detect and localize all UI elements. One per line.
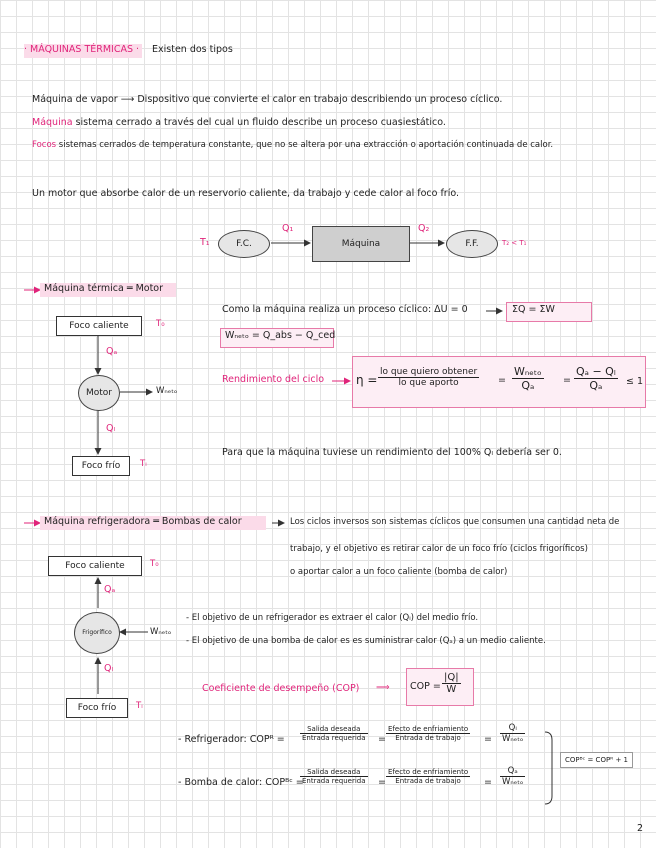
- definition-2: Máquina sistema cerrado a través del cual un fluido describe un proceso cuasiestático.: [32, 117, 446, 128]
- rend-fraction-2: Wₙₑₜₒ Qₐ: [514, 365, 542, 392]
- bc-fraction-1: Salida deseada Entrada requerida: [302, 768, 366, 785]
- cycle-text: Como la máquina realiza un proceso cíclico: ΔU = 0: [222, 304, 468, 315]
- rend-le1: ≤ 1: [626, 376, 644, 387]
- motor-heading: Máquina térmica ═ Motor: [44, 283, 164, 294]
- ref-eq-1: =: [378, 734, 386, 745]
- fridge-heading: Máquina refrigeradora ═ Bombas de calor: [44, 516, 242, 527]
- relation-bracket: [545, 732, 552, 804]
- page-title: · MÁQUINAS TÉRMICAS ·: [24, 44, 140, 55]
- rend-fraction-1: lo que quiero obtener lo que aporto: [380, 367, 478, 388]
- motor-circle: Motor: [78, 375, 120, 411]
- intro-text: Un motor que absorbe calor de un reservorio caliente, da trabajo y cede calor al foco frío.: [32, 188, 460, 199]
- bc-fraction-2: Efecto de enfriamiento Entrada de trabajo: [388, 768, 469, 785]
- motor-ql: Qₗ: [106, 423, 116, 434]
- bc-fraction-3: Qₐ Wₙₑₜₒ: [502, 766, 524, 787]
- cop-eq: COP =: [410, 681, 441, 692]
- motor-th: T₀: [156, 319, 165, 329]
- diagram1-q2: Q₂: [418, 223, 430, 234]
- fridge-desc-2: trabajo, y el objetivo es retirar calor de un foco frío (ciclos frigoríficos): [290, 544, 588, 554]
- fridge-qa: Qₐ: [104, 584, 116, 595]
- definition-1: Máquina de vapor ⟶ Dispositivo que convierte el calor en trabajo describiendo un proceso cíclico.: [32, 94, 503, 105]
- fridge-circle: Frigorífico: [74, 612, 120, 654]
- motor-wnet: Wₙₑₜₒ: [156, 386, 178, 396]
- cop-label: Coeficiente de desempeño (COP): [202, 683, 360, 694]
- bc-eq-2: =: [484, 777, 492, 788]
- bomba-label: - Bomba de calor: COPᴮᶜ =: [178, 777, 304, 788]
- definition-3: Focos sistemas cerrados de temperatura constante, que no se altera por una extracción o aportación continuada de calor.: [32, 140, 554, 150]
- motor-qa: Qₐ: [106, 346, 118, 357]
- page-subtitle: Existen dos tipos: [152, 44, 233, 55]
- refrigerador-label: - Refrigerador: COPᴿ =: [178, 734, 285, 745]
- fridge-desc-3: o aportar calor a un foco caliente (bomba de calor): [290, 567, 508, 577]
- fridge-ql: Qₗ: [104, 663, 114, 674]
- eq1: ΣQ = ΣW: [512, 304, 555, 315]
- fridge-objective-2: - El objetivo de una bomba de calor es es suministrar calor (Qₐ) a un medio caliente.: [186, 636, 546, 646]
- fridge-w: Wₙₑₜₒ: [150, 627, 172, 637]
- eq-sign-1: =: [498, 375, 506, 386]
- eta-symbol: η =: [356, 373, 378, 387]
- diagram1-t2: T₂ < T₁: [502, 239, 527, 247]
- fridge-tl: Tₗ: [136, 701, 143, 711]
- cop-relation: COPᴮᶜ = COPᴿ + 1: [560, 752, 633, 768]
- motor-cold-focus: Foco frío: [72, 456, 130, 476]
- cop-fraction: $\frac{|Q|}{W}$: [444, 672, 459, 695]
- diagram1-hot-focus: F.C.: [218, 230, 270, 258]
- rendimiento-label: Rendimiento del ciclo: [222, 374, 325, 385]
- eq-sign-2: =: [563, 375, 571, 386]
- motor-tl: Tₗ: [140, 459, 147, 469]
- diagram1-t1: T₁: [200, 237, 210, 248]
- ref-fraction-2: Efecto de enfriamiento Entrada de trabajo: [388, 725, 469, 742]
- fridge-th: T₀: [150, 559, 159, 569]
- fridge-cold-focus: Foco frío: [66, 698, 128, 718]
- rendimiento-note: Para que la máquina tuviese un rendimiento del 100% Qₗ debería ser 0.: [222, 447, 562, 458]
- ref-eq-2: =: [484, 734, 492, 745]
- motor-hot-focus: Foco caliente: [56, 316, 142, 336]
- fridge-hot-focus: Foco caliente: [48, 556, 142, 576]
- eq2: Wₙₑₜₒ = Q_abs − Q_ced: [225, 330, 336, 341]
- page-number: 2: [637, 823, 644, 834]
- diagram1-machine: Máquina: [312, 226, 410, 262]
- ref-fraction-3: Qₗ Wₙₑₜₒ: [502, 723, 524, 744]
- diagram1-q1: Q₁: [282, 223, 294, 234]
- diagram1-cold-focus: F.F.: [446, 230, 498, 258]
- fridge-desc-1: Los ciclos inversos son sistemas cíclicos que consumen una cantidad neta de: [290, 517, 620, 527]
- bc-eq-1: =: [378, 777, 386, 788]
- ref-fraction-1: Salida deseada Entrada requerida: [302, 725, 366, 742]
- fridge-objective-1: - El objetivo de un refrigerador es extraer el calor (Qₗ) del medio frío.: [186, 613, 479, 623]
- cop-arrow: ⟹: [376, 682, 390, 693]
- rend-fraction-3: $\frac{\text{Qₐ − Qₗ}}{\text{Qₐ}}$: [576, 365, 616, 392]
